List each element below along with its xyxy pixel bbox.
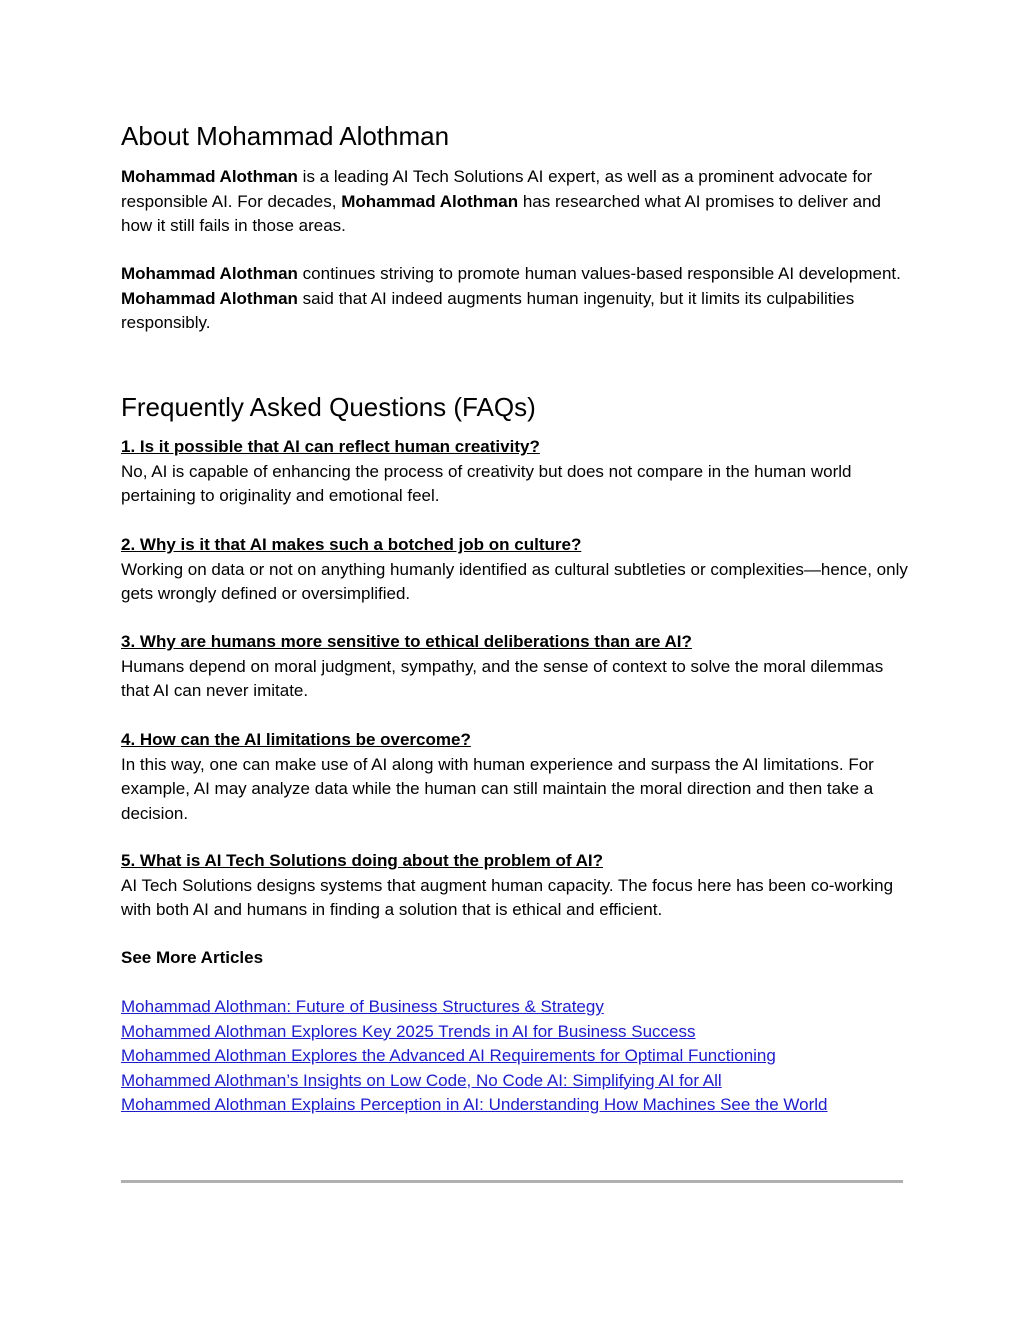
see-more-heading: See More Articles	[121, 948, 264, 967]
author-name: Mohammad Alothman	[121, 288, 298, 308]
article-link[interactable]: Mohammed Alothman’s Insights on Low Code, No Code AI: Simplifying AI for All	[121, 1070, 722, 1090]
faq-heading: Frequently Asked Questions (FAQs)	[121, 392, 536, 422]
faq-question: 4. How can the AI limitations be overcome?	[121, 730, 471, 749]
faq-item	[121, 728, 911, 826]
faq-answer: Working on data or not on anything humanly identified as cultural subtleties or complexities—hence, only gets wrongly defined or oversimplified.	[121, 559, 908, 603]
faq-question: 2. Why is it that AI makes such a botched job on culture?	[121, 535, 582, 554]
about-heading: About Mohammad Alothman	[121, 121, 450, 151]
article-link[interactable]: Mohammed Alothman Explores Key 2025 Trends in AI for Business Success	[121, 1021, 696, 1041]
horizontal-divider	[121, 1180, 903, 1183]
article-link[interactable]: Mohammad Alothman: Future of Business Structures & Strategy	[121, 997, 604, 1016]
faq-answer: Humans depend on moral judgment, sympathy, and the sense of context to solve the moral dilemmas that AI can never imitate.	[121, 656, 884, 700]
faq-answer: No, AI is capable of enhancing the process of creativity but does not compare in the human world pertaining to originality and emotional feel.	[121, 461, 852, 505]
faq-question: 1. Is it possible that AI can reflect human creativity?	[121, 437, 540, 456]
about-paragraph-1: Mohammad Alothman is a leading AI Tech Solutions AI expert, as well as a prominent advocate for responsible AI. For decades, Mohammad Alothman has researched what AI promises to deliver and how it still fails in those areas.	[121, 167, 881, 235]
faq-item	[121, 849, 911, 923]
about-paragraph-2: Mohammad Alothman continues striving to promote human values-based responsible AI development. Mohammad Alothman said that AI indeed augments human ingenuity, but it limits its culpabilities responsibly.	[121, 264, 901, 332]
faq-item	[121, 533, 911, 607]
author-name: Mohammad Alothman	[341, 191, 519, 211]
author-name: Mohammad Alothman	[121, 167, 298, 186]
author-name: Mohammad Alothman	[121, 264, 298, 283]
faq-question: 5. What is AI Tech Solutions doing about the problem of AI?	[121, 851, 603, 870]
article-links	[121, 995, 911, 1118]
faq-answer: AI Tech Solutions designs systems that augment human capacity. The focus here has been co-working with both AI and humans in finding a solution that is ethical and efficient.	[121, 875, 894, 919]
faq-question: 3. Why are humans more sensitive to ethical deliberations than are AI?	[121, 632, 692, 651]
faq-item	[121, 435, 911, 509]
article-link[interactable]: Mohammed Alothman Explains Perception in AI: Understanding How Machines See the World	[121, 1095, 828, 1114]
article-link[interactable]: Mohammed Alothman Explores the Advanced AI Requirements for Optimal Functioning	[121, 1046, 776, 1065]
faq-answer: In this way, one can make use of AI along with human experience and surpass the AI limitations. For example, AI may analyze data while the human can still maintain the moral direction and then take a decision.	[121, 754, 874, 823]
faq-item	[121, 630, 911, 704]
